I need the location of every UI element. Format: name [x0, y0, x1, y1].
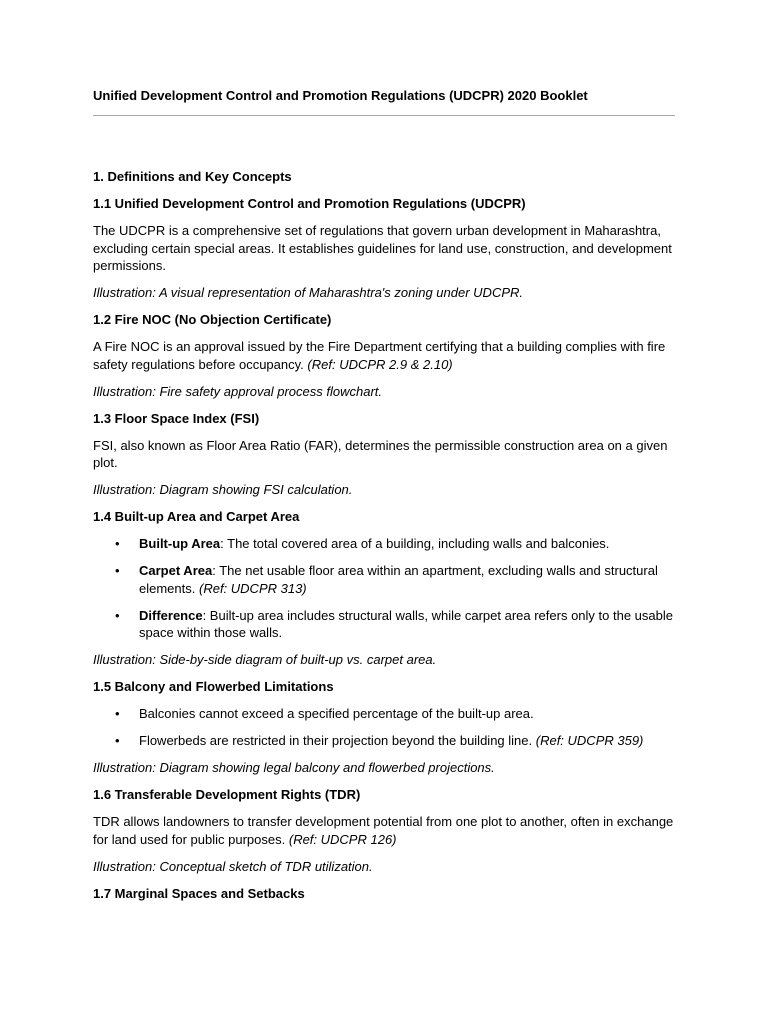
section-heading-1: 1. Definitions and Key Concepts	[93, 169, 292, 184]
illustration-caption-1-2: Illustration: Fire safety approval process flowchart.	[93, 383, 383, 399]
bullet-icon: •	[115, 607, 120, 623]
list-item	[93, 705, 675, 723]
document-title: Unified Development Control and Promotion Regulations (UDCPR) 2020 Booklet	[93, 88, 588, 103]
bullet-icon: •	[115, 706, 120, 721]
section-heading-1-6: 1.6 Transferable Development Rights (TDR)	[93, 787, 361, 802]
section-paragraph-1-2	[93, 338, 675, 373]
list-item-text: : Built-up area includes structural walls, while carpet area refers only to the usable space within those walls.	[139, 607, 673, 640]
section-heading-1-1: 1.1 Unified Development Control and Promotion Regulations (UDCPR)	[93, 196, 526, 211]
section-heading-1-4: 1.4 Built-up Area and Carpet Area	[93, 509, 300, 524]
illustration-caption-1-5: Illustration: Diagram showing legal balcony and flowerbed projections.	[93, 760, 495, 775]
list-item-reference: (Ref: UDCPR 313)	[199, 580, 307, 596]
section-heading-1-2: 1.2 Fire NOC (No Objection Certificate)	[93, 312, 332, 327]
list-item	[93, 732, 675, 750]
reference-1-6: (Ref: UDCPR 126)	[288, 831, 397, 847]
list-item-text: : The total covered area of a building, including walls and balconies.	[220, 536, 610, 551]
list-item	[93, 535, 675, 553]
bullet-icon: •	[115, 563, 120, 578]
illustration-caption-1-1: Illustration: A visual representation of Maharashtra's zoning under UDCPR.	[93, 285, 524, 300]
list-item-reference: (Ref: UDCPR 359)	[535, 733, 644, 748]
list-item-term: Built-up Area	[139, 536, 221, 551]
list-item	[93, 607, 675, 642]
section-body-1-2: A Fire NOC is an approval issued by the Fire Department certifying that a building complies with fire safety regulations before occupancy.	[93, 339, 666, 372]
bullet-list-1-4	[93, 535, 675, 642]
section-heading-1-7: 1.7 Marginal Spaces and Setbacks	[93, 885, 305, 901]
reference-1-2: (Ref: UDCPR 2.9 & 2.10)	[307, 356, 453, 372]
list-item-term: Carpet Area	[139, 563, 213, 578]
section-body-1-3: FSI, also known as Floor Area Ratio (FAR), determines the permissible construction area on a given plot.	[93, 437, 668, 470]
bullet-icon: •	[115, 733, 120, 748]
list-item-text: : The net usable floor area within an apartment, excluding walls and structural elements.	[139, 563, 658, 596]
bullet-icon: •	[115, 536, 120, 551]
illustration-caption-1-4: Illustration: Side-by-side diagram of built-up vs. carpet area.	[93, 652, 437, 667]
bullet-list-1-5	[93, 705, 675, 750]
section-heading-1-5: 1.5 Balcony and Flowerbed Limitations	[93, 679, 334, 694]
section-heading-1-3: 1.3 Floor Space Index (FSI)	[93, 410, 260, 426]
list-item-text: Balconies cannot exceed a specified percentage of the built-up area.	[139, 706, 534, 721]
section-body-1-6: TDR allows landowners to transfer development potential from one plot to another, often in exchange for land used for public purposes.	[93, 814, 674, 847]
title-divider	[93, 115, 675, 116]
list-item-term: Difference	[139, 607, 203, 623]
list-item	[93, 562, 675, 597]
document-body	[93, 168, 675, 912]
section-body-1-1: The UDCPR is a comprehensive set of regulations that govern urban development in Maharashtra, excluding certain special areas. It establishes guidelines for land use, construction, and development permissions.	[93, 223, 672, 273]
list-item-text: Flowerbeds are restricted in their projection beyond the building line.	[139, 733, 533, 748]
illustration-caption-1-3: Illustration: Diagram showing FSI calculation.	[93, 482, 353, 497]
illustration-caption-1-6: Illustration: Conceptual sketch of TDR utilization.	[93, 858, 373, 874]
section-paragraph-1-6	[93, 813, 675, 848]
